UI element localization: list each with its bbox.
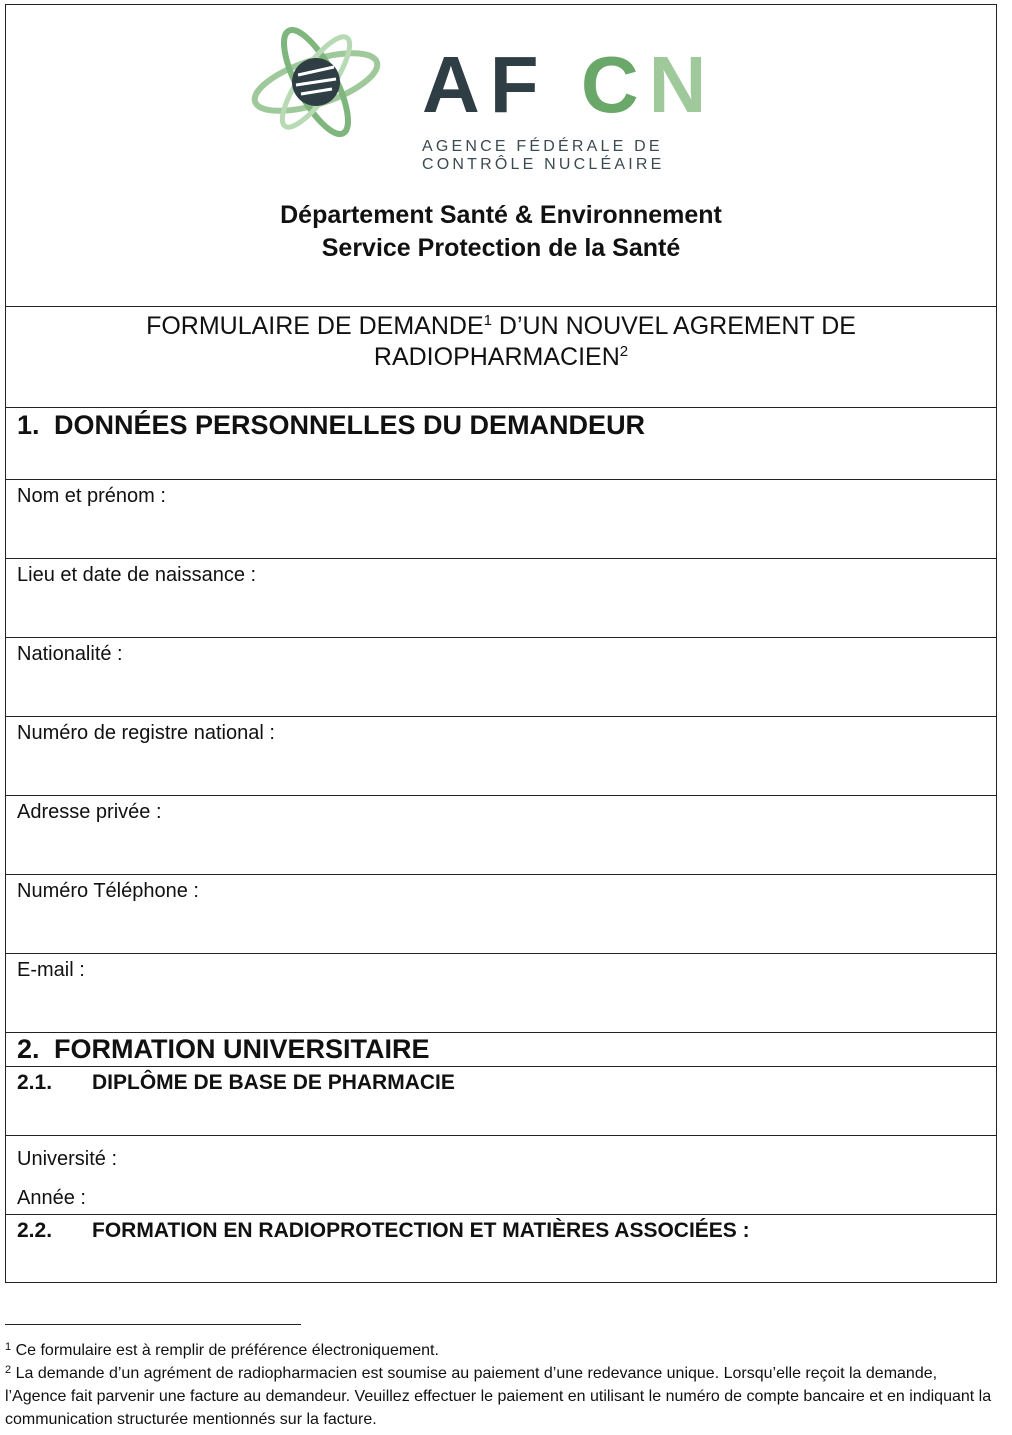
footnotes: [5, 1339, 995, 1431]
department-heading: [6, 199, 996, 265]
footnote-1: $^1$ Ce formulaire est à remplir de préférence électroniquement.: [5, 1341, 439, 1359]
field-phone[interactable]: Numéro Téléphone :: [6, 875, 996, 954]
footnote-2: $^2$ La demande d’un agrément de radiopharmacien est soumise au paiement d’une redevance unique. Lorsqu’elle reçoit la demande, l’Agence fait parvenir une facture au demandeur. Veuillez effectuer le paiement en utilisant le numéro de compte bancaire et en indiquant la communication structurée mentionnés sur la facture.: [5, 1364, 992, 1428]
section-2-2-heading: 2.2. FORMATION EN RADIOPROTECTION ET MATIÈRES ASSOCIÉES :: [17, 1219, 750, 1242]
form-header: [6, 5, 996, 307]
footnote-divider: [5, 1324, 301, 1325]
section-1-heading: 1. DONNÉES PERSONNELLES DU DEMANDEUR: [6, 408, 996, 480]
logo-subtitle: AGENCE FÉDÉRALE DE CONTRÔLE NUCLÉAIRE: [422, 138, 665, 173]
footnote-ref-1: 1: [483, 312, 492, 329]
service-name: Service Protection de la Santé: [321, 234, 681, 262]
application-form: [5, 4, 997, 1283]
department-name: Département Santé & Environnement: [280, 201, 722, 229]
form-title: FORMULAIRE DE DEMANDE$^1$ D’UN NOUVEL AGREMENT DE RADIOPHARMACIEN$^2$: [6, 307, 996, 408]
field-email[interactable]: E-mail :: [6, 954, 996, 1033]
atom-icon: [248, 27, 383, 137]
field-national-register-number[interactable]: Numéro de registre national :: [6, 717, 996, 796]
field-nationality[interactable]: Nationalité :: [6, 638, 996, 717]
field-private-address[interactable]: Adresse privée :: [6, 796, 996, 875]
section-2-heading: 2. FORMATION UNIVERSITAIRE: [6, 1033, 996, 1067]
section-2-1-heading: 2.1. DIPLÔME DE BASE DE PHARMACIE: [6, 1067, 996, 1136]
afcn-logo: [246, 27, 776, 137]
footnote-ref-2: 2: [619, 343, 629, 360]
field-birth-place-date[interactable]: Lieu et date de naissance :: [6, 559, 996, 638]
logo-wordmark: AF CN: [422, 40, 717, 129]
field-university: Université :: [17, 1148, 118, 1170]
university-fields[interactable]: [6, 1136, 996, 1215]
field-year: Année :: [17, 1187, 86, 1209]
field-name[interactable]: Nom et prénom :: [6, 480, 996, 559]
